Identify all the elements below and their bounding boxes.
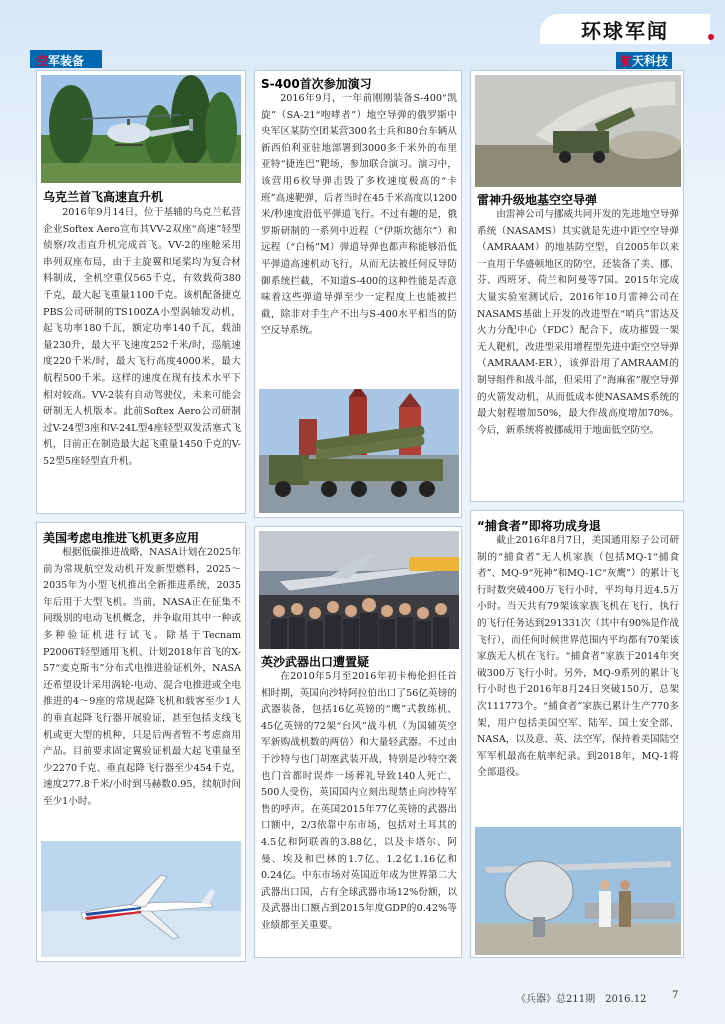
- footer-issue: 《兵器》总211期 2016.12: [516, 994, 647, 1005]
- article-body-predator: 截止2016年8月7日，美国通用原子公司研制的“捕食者”无人机家族（包括MQ-1“捕食者”、MQ-9“死神”和MQ-1C“灰鹰”）的累计飞行时数突破400万飞行小时，平均每月近4.5万小时。当天共有79架该家族飞机在飞行，执行的飞行任务达到291331次（其中有90%是作战飞行），而任何时候世界范围内平均都有70架该家族无人机在飞行。“捕食者”家族于2014年突破300万飞行小时。另外，MQ-9系列的累计飞行小时也于2016年8月24日突破150万，总架次111773个。“捕食者”家族已累计生产770多架，用户包括美国空军、陆军、国土安全部、NASA，以及意、英、法空军，保持着美国陆空军军机最高在航率纪录。到2018年，MQ-1将全部退役。: [477, 535, 679, 779]
- article-body-s400: 2016年9月，一年前刚刚装备S-400“凯旋”（SA-21“咆哮者”）地空导弹的俄罗斯中央军区某防空团某营300名士兵和80台车辆从新西伯利亚驻地部署到3000多千米外的布里亚特“捷连巴”靶场，参加联合演习。演习中，该营用6枚导弹击毁了多枚速度极高的“卡班”高速靶弹，后者当时在45千米高度以1200米/秒速度沿低平弹道飞行。不过有趣的是，俄罗斯研制的一系列中近程（“伊斯坎德尔”）和远程（“白杨”M）弹道导弹也都声称能够沿低平弹道高速机动飞行，从而无法被任何反导防御系统拦截，不知道S-400的这种性能是否意味着这些弹道导弹至少一定程度上也能被拦截，除非对手生产不出与S-400水平相当的防空反导系统。: [261, 93, 457, 337]
- banner-title: 环球军闻: [581, 18, 669, 43]
- page-banner: [540, 14, 710, 44]
- section-right-rest: 天科技: [632, 54, 669, 68]
- arms-exhibition-illustration: [259, 531, 459, 649]
- article-card-uk-arms: [254, 526, 462, 958]
- section-right-initial: 航: [620, 54, 633, 68]
- article-title-nasams: 雷神升级地基空空导弹: [477, 193, 598, 207]
- article-body-electric-aircraft: 根据低碳推进战略，NASA计划在2025年前为常规航空发动机开发新型燃料，2025～2035年为小型飞机推出全新推进系统，2035年后用于大型飞机。当前，NASA正在征集不同级别的电动飞机概念，并争取用其中一种或多种验证机进行试飞。除基于Tecnam P2006T轻型通用飞机、计划2018年首飞的X-57“麦克斯韦”分布式电推进验证机外，NASA还希望设计采用涡轮-电动、混合电推进或全电推进的4～9座的常规起降飞机和载客至少1人的垂直起降飞行器开展验证，甚至包括支线飞机或更大型的机种，只是后两者暂不考虑商用产品。目前要求固定翼验证机最大起飞重量至少2270千克、垂直起降飞行器至少454千克，速度277.8千米/小时到马赫数0.95，续航时间至少1小时。: [43, 547, 241, 807]
- article-title-helicopter: 乌克兰首飞高速直升机: [43, 190, 164, 204]
- missile-launch-illustration: [475, 75, 681, 187]
- s400-launcher-illustration: [259, 389, 459, 513]
- electric-aircraft-illustration: [41, 841, 241, 957]
- section-label-air-equipment: [36, 52, 84, 69]
- article-card-helicopter: [36, 70, 246, 514]
- missile-launch-photo: [475, 75, 681, 187]
- article-body-uk-arms: 在2010年5月至2016年初卡梅伦担任首相时期，英国向沙特阿拉伯出口了56亿英镑的武器装备，包括16亿英镑的“鹰”式教练机、45亿英镑的72架“台风”战斗机（为国辅英空军新购战机数的两倍）和大量轻武器。不过由于沙特与也门胡塞武装开战，特别是沙特空袭也门首都时误炸一场葬礼导致140人死亡、500人受伤，英国国内立刻出现禁止向沙特军售的呼声。在英国2015年77亿英镑的武器出口额中，2/3依靠中东市场，包括对土耳其的4.5亿和阿联酋的3.88亿，以及卡塔尔、阿曼、埃及和巴林的1.7亿、1.2亿1.16亿和0.24亿。中东市场对英国近年成为世界第二大武器出口国，占有全球武器市场12%份额，以及武器出口额占到2015年度GDP的0.42%等业绩都至关重要。: [261, 671, 457, 931]
- arms-exhibition-photo: [259, 531, 459, 649]
- article-card-s400: [254, 70, 462, 518]
- s400-launcher-photo: [259, 389, 459, 513]
- banner-red-dot: [708, 34, 714, 40]
- article-body-nasams: 由雷神公司与挪威共同开发的先进地空导弹系统（NASAMS）其实就是先进中距空空导弹（AMRAAM）的地基防空型，自2005年以来一直用于华盛顿地区的防空，还装备了美、挪、芬、西班牙、荷兰和阿曼等7国。2015年完成大量实验室测试后，2016年10月雷神公司在NASAMS基础上开发的改进型在“哨兵”雷达及火力分配中心（FDC）配合下，成功摧毁一架无人靶机，改进型采用增程型先进中距空空导弹（AMRAAM-ER），该弹沿用了AMRAAM的制导组件和战斗部，但采用了“海麻雀”舰空导弹的火箭发动机，从而低成本使NASAMS系统的最大射程增加50%，最大作战高度增加70%。今后，新系统将被挪威用于地面低空防空。: [477, 209, 679, 436]
- section-left-rest: 军装备: [48, 54, 85, 68]
- article-body-helicopter: 2016年9月14日，位于基辅的乌克兰私营企业Softex Aero宣布其VV-2双座“高速”轻型侦察/攻击直升机完成首飞。VV-2的座舱采用串列双座布局，由于主旋翼和尾桨均为复合材料制成，全机空重仅565千克，有效载荷380千克，最大起飞重量1100千克。该机配备捷克PBS公司研制的TS100ZA小型涡轴发动机，起飞功率180千瓦，额定功率140千瓦，载油量230升，最大平飞速度252千米/时，巡航速度220千米/时，最大飞行高度4000米，最大航程500千米。这样的速度在现有技术水平下相对较高。VV-2装有自动驾驶仪，未来可能会研制无人机版本。此前Softex Aero公司研制过V-24型3座和V-24L型4座轻型双发活塞式飞机，目前正在制造最大起飞重量1450千克的V-52型5座轻型直升机。: [43, 207, 241, 467]
- electric-aircraft-photo: [41, 841, 241, 957]
- section-left-initial: 空: [36, 54, 49, 68]
- predator-drone-illustration: [475, 827, 681, 955]
- helicopter-illustration: [41, 75, 241, 183]
- helicopter-photo: [41, 75, 241, 183]
- article-card-electric-aircraft: [36, 522, 246, 962]
- section-label-aerospace: [616, 52, 672, 69]
- predator-drone-photo: [475, 827, 681, 955]
- footer-page-number: 7: [672, 990, 679, 1001]
- article-title-s400: S-400首次参加演习: [261, 77, 372, 91]
- article-title-predator: “捕食者”即将功成身退: [477, 519, 601, 533]
- article-title-uk-arms: 英沙武器出口遭置疑: [261, 655, 370, 669]
- article-card-nasams: [470, 70, 684, 502]
- article-card-predator: [470, 510, 684, 958]
- article-title-electric-aircraft: 美国考虑电推进飞机更多应用: [43, 531, 200, 545]
